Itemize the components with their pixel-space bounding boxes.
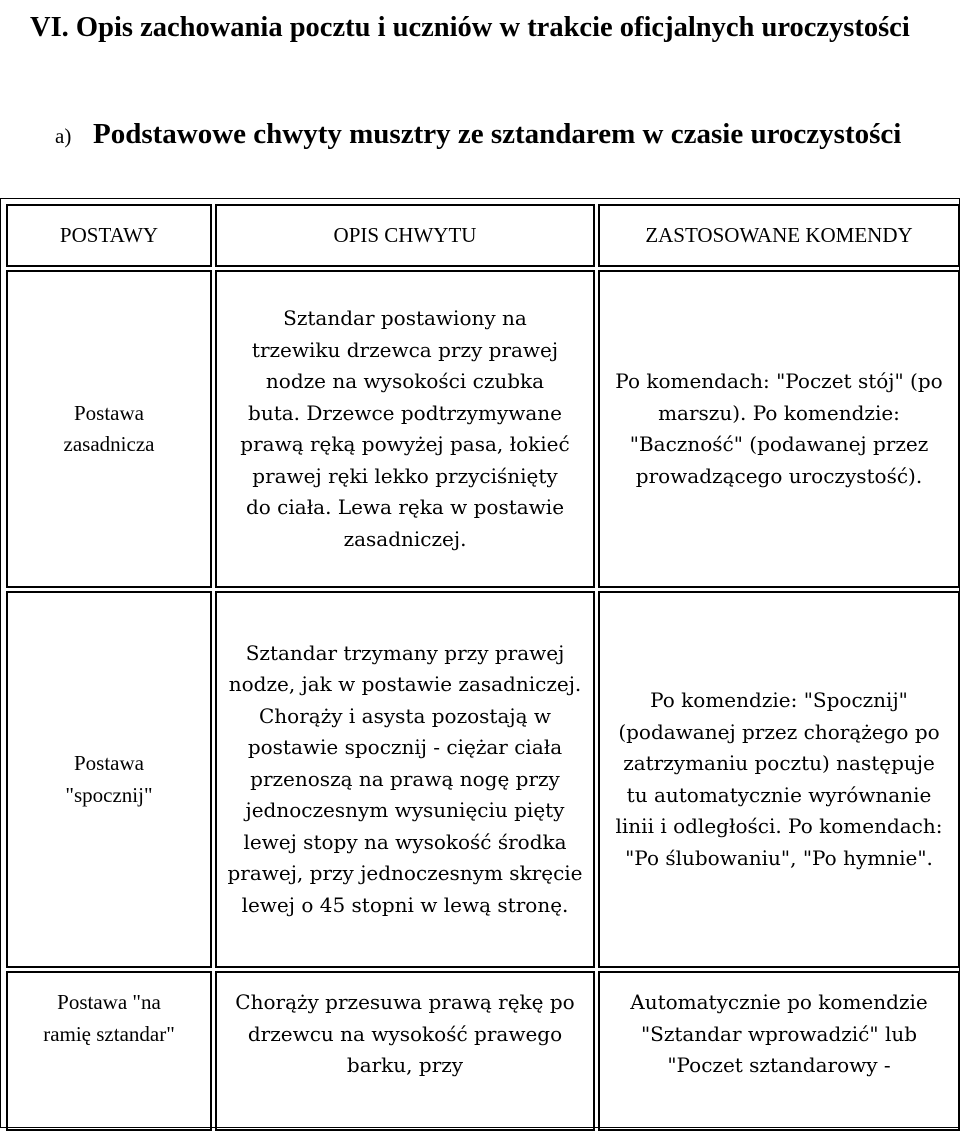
table-row xyxy=(6,270,960,588)
stance-cell xyxy=(6,591,212,968)
header-stances: POSTAWY xyxy=(6,204,212,267)
description-cell xyxy=(215,270,595,588)
drill-table-frame xyxy=(0,198,960,1128)
table-row xyxy=(6,971,960,1131)
stance-cell xyxy=(6,270,212,588)
description-cell xyxy=(215,971,595,1131)
description-text: Sztandar postawiony na trzewiku drzewca przy prawej nodze na wysokości czubka buta. Drzewce podtrzymywane prawą ręką powyżej pasa, łokieć prawej ręki lekko przyciśnięty do ciała. Lewa ręka w postawie zasadniczej. xyxy=(240,306,570,551)
stance-text: Postawa zasadnicza xyxy=(63,400,155,456)
subsection-title: Podstawowe chwyty musztry ze sztandarem w czasie uroczystości xyxy=(93,118,902,150)
table-row xyxy=(6,591,960,968)
drill-table xyxy=(3,201,960,1134)
description-cell xyxy=(215,591,595,968)
description-text: Chorąży przesuwa prawą rękę po drzewcu na wysokość prawego barku, przy xyxy=(235,990,575,1077)
commands-cell xyxy=(598,270,960,588)
section-heading: VI. Opis zachowania pocztu i uczniów w trakcie oficjalnych uroczystości xyxy=(30,12,910,43)
subsection-marker: a) xyxy=(55,124,72,148)
stance-text: Postawa "spocznij" xyxy=(65,751,153,807)
commands-text: Automatycznie po komendzie "Sztandar wprowadzić" lub "Poczet sztandarowy - xyxy=(630,990,928,1077)
description-text: Sztandar trzymany przy prawej nodze, jak w postawie zasadniczej. Chorąży i asysta pozostają w postawie spocznij - ciężar ciała przenoszą na prawą nogę przy jednoczesnym wysunięciu pięty lewej stopy na wysokość środka prawej, przy jednoczesnym skręcie lewej o 45 stopni w lewą stronę. xyxy=(227,640,583,917)
stance-text: Postawa "na ramię sztandar" xyxy=(43,990,175,1046)
commands-cell xyxy=(598,971,960,1131)
commands-text: Po komendzie: "Spocznij" (podawanej przez chorążego po zatrzymaniu pocztu) następuje tu automatycznie wyrównanie linii i odległości. Po komendach: "Po ślubowaniu", "Po hymnie". xyxy=(615,688,943,870)
header-commands: ZASTOSOWANE KOMENDY xyxy=(598,204,960,267)
table-header-row xyxy=(6,204,960,267)
subsection-heading xyxy=(55,114,935,154)
commands-cell xyxy=(598,591,960,968)
commands-text: Po komendach: "Poczet stój" (po marszu). Po komendzie: "Baczność" (podawanej przez prowadzącego uroczystość). xyxy=(615,369,943,488)
header-description: OPIS CHWYTU xyxy=(215,204,595,267)
stance-cell xyxy=(6,971,212,1131)
